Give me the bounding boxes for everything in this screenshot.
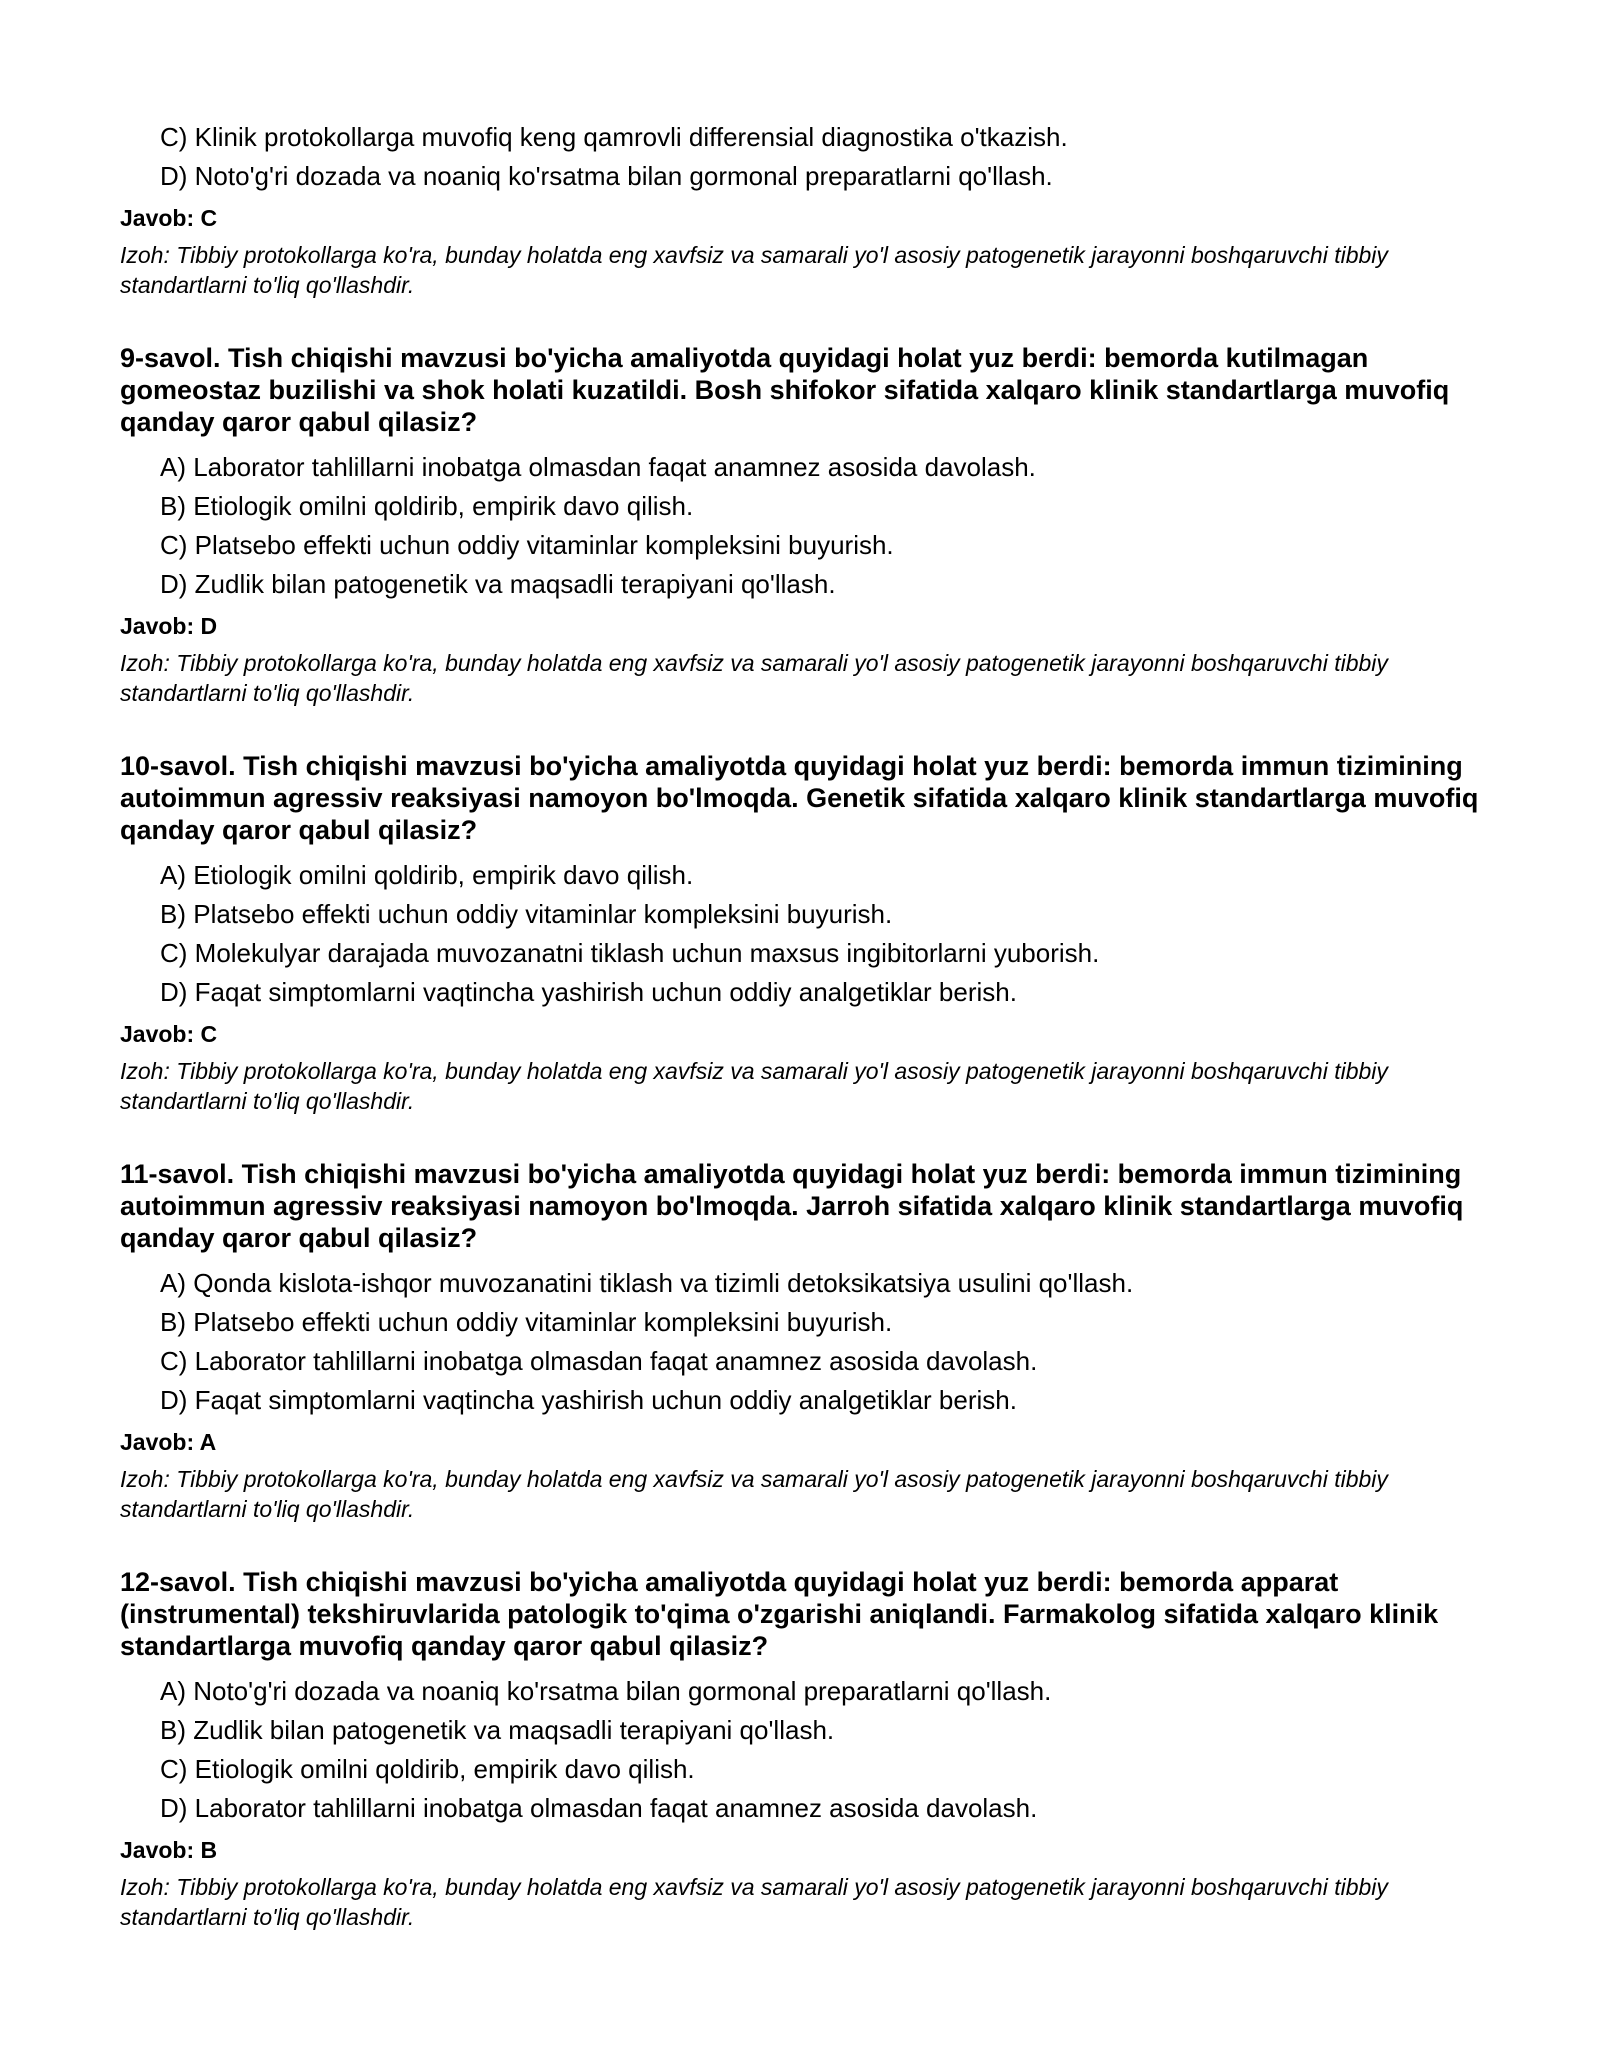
answer-option-b: B) Zudlik bilan patogenetik va maqsadli terapiyani qo'llash. — [160, 1715, 835, 1745]
answer-option-b: B) Platsebo effekti uchun oddiy vitaminlar kompleksini buyurish. — [160, 1307, 893, 1337]
explanation-note: Izoh: Tibbiy protokollarga ko'ra, bunday holatda eng xavfsiz va samarali yo'l asosiy patogenetik jarayonni boshqaruvchi tibbiy standartlarni to'liq qo'llashdir. — [120, 650, 1388, 706]
answer-options — [120, 448, 1500, 604]
answer-option-b: B) Etiologik omilni qoldirib, empirik davo qilish. — [160, 491, 694, 521]
document-page — [120, 118, 1500, 1932]
answer-option-c: C) Laborator tahlillarni inobatga olmasdan faqat anamnez asosida davolash. — [160, 1346, 1038, 1376]
correct-answer: Javob: D — [120, 613, 218, 639]
answer-option-d: D) Faqat simptomlarni vaqtincha yashirish uchun oddiy analgetiklar berish. — [160, 977, 1017, 1007]
answer-option-d: D) Zudlik bilan patogenetik va maqsadli terapiyani qo'llash. — [160, 569, 836, 599]
answer-option-a: A) Qonda kislota-ishqor muvozanatini tiklash va tizimli detoksikatsiya usulini qo'llash. — [160, 1268, 1134, 1298]
correct-answer: Javob: C — [120, 205, 218, 231]
answer-options — [120, 1672, 1500, 1828]
question-title: 12-savol. Tish chiqishi mavzusi bo'yicha amaliyotda quyidagi holat yuz berdi: bemorda apparat (instrumental) tekshiruvlarida patologik to'qima o'zgarishi aniqlandi. Farmakolog sifatida xalqaro klinik standartlarga muvofiq qanday qaror qabul qilasiz? — [120, 1567, 1439, 1661]
question-9 — [120, 342, 1500, 708]
question-11 — [120, 1158, 1500, 1524]
answer-option-d: D) Laborator tahlillarni inobatga olmasdan faqat anamnez asosida davolash. — [160, 1793, 1038, 1823]
question-8-continuation — [120, 118, 1500, 300]
question-12 — [120, 1566, 1500, 1932]
correct-answer: Javob: C — [120, 1021, 218, 1047]
explanation-note: Izoh: Tibbiy protokollarga ko'ra, bunday holatda eng xavfsiz va samarali yo'l asosiy patogenetik jarayonni boshqaruvchi tibbiy standartlarni to'liq qo'llashdir. — [120, 242, 1388, 298]
question-title: 11-savol. Tish chiqishi mavzusi bo'yicha amaliyotda quyidagi holat yuz berdi: bemorda immun tizimining autoimmun agressiv reaksiyasi namoyon bo'lmoqda. Jarroh sifatida xalqaro klinik standartlarga muvofiq qanday qaror qabul qilasiz? — [120, 1159, 1464, 1253]
answer-option-c: C) Klinik protokollarga muvofiq keng qamrovli differensial diagnostika o'tkazish. — [160, 122, 1068, 152]
question-title: 10-savol. Tish chiqishi mavzusi bo'yicha amaliyotda quyidagi holat yuz berdi: bemorda immun tizimining autoimmun agressiv reaksiyasi namoyon bo'lmoqda. Genetik sifatida xalqaro klinik standartlarga muvofiq qanday qaror qabul qilasiz? — [120, 751, 1479, 845]
answer-option-d: D) Noto'g'ri dozada va noaniq ko'rsatma bilan gormonal preparatlarni qo'llash. — [160, 161, 1053, 191]
answer-option-a: A) Laborator tahlillarni inobatga olmasdan faqat anamnez asosida davolash. — [160, 452, 1036, 482]
correct-answer: Javob: B — [120, 1837, 218, 1863]
answer-options — [120, 1264, 1500, 1420]
question-title: 9-savol. Tish chiqishi mavzusi bo'yicha amaliyotda quyidagi holat yuz berdi: bemorda kutilmagan gomeostaz buzilishi va shok holati kuzatildi. Bosh shifokor sifatida xalqaro klinik standartlarga muvofiq qanday qaror qabul qilasiz? — [120, 343, 1450, 437]
answer-option-b: B) Platsebo effekti uchun oddiy vitaminlar kompleksini buyurish. — [160, 899, 893, 929]
correct-answer: Javob: A — [120, 1429, 217, 1455]
answer-option-d: D) Faqat simptomlarni vaqtincha yashirish uchun oddiy analgetiklar berish. — [160, 1385, 1017, 1415]
explanation-note: Izoh: Tibbiy protokollarga ko'ra, bunday holatda eng xavfsiz va samarali yo'l asosiy patogenetik jarayonni boshqaruvchi tibbiy standartlarni to'liq qo'llashdir. — [120, 1058, 1388, 1114]
answer-option-c: C) Etiologik omilni qoldirib, empirik davo qilish. — [160, 1754, 695, 1784]
explanation-note: Izoh: Tibbiy protokollarga ko'ra, bunday holatda eng xavfsiz va samarali yo'l asosiy patogenetik jarayonni boshqaruvchi tibbiy standartlarni to'liq qo'llashdir. — [120, 1466, 1388, 1522]
answer-option-c: C) Molekulyar darajada muvozanatni tiklash uchun maxsus ingibitorlarni yuborish. — [160, 938, 1100, 968]
answer-option-a: A) Etiologik omilni qoldirib, empirik davo qilish. — [160, 860, 694, 890]
answer-options — [120, 856, 1500, 1012]
question-10 — [120, 750, 1500, 1116]
answer-option-a: A) Noto'g'ri dozada va noaniq ko'rsatma bilan gormonal preparatlarni qo'llash. — [160, 1676, 1052, 1706]
explanation-note: Izoh: Tibbiy protokollarga ko'ra, bunday holatda eng xavfsiz va samarali yo'l asosiy patogenetik jarayonni boshqaruvchi tibbiy standartlarni to'liq qo'llashdir. — [120, 1874, 1388, 1930]
answer-options — [120, 118, 1500, 196]
answer-option-c: C) Platsebo effekti uchun oddiy vitaminlar kompleksini buyurish. — [160, 530, 894, 560]
